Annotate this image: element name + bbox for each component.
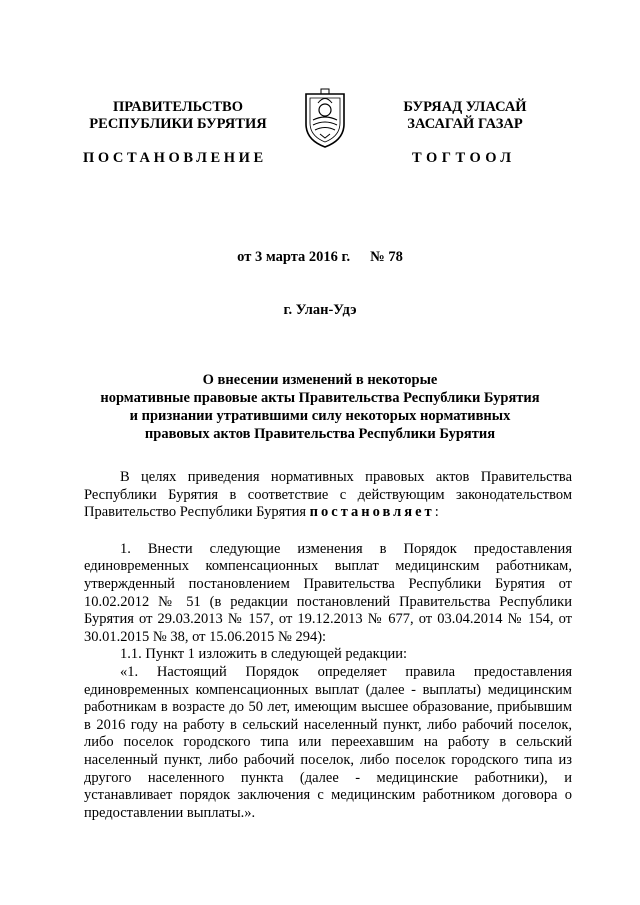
preamble-text: В целях приведения нормативных правовых актов Правительства Республики Бурятия в соответствие с действующим законодательством Правительство Республики Бурятия bbox=[84, 469, 572, 521]
document-body bbox=[84, 469, 572, 822]
title-line: и признании утратившими силу некоторых нормативных bbox=[129, 408, 511, 424]
header-line: ПРАВИТЕЛЬСТВО bbox=[113, 99, 243, 115]
item-1-1-paragraph: 1.1. Пункт 1 изложить в следующей редакции: bbox=[120, 646, 408, 663]
document-date: от 3 марта 2016 г. bbox=[237, 249, 351, 265]
decree-label-bur: ТОГТООЛ bbox=[412, 150, 516, 166]
quoted-paragraph: «1. Настоящий Порядок определяет правила предоставления единовременных компенсационных выплат (далее - выплаты) медицинским работникам в возрасте до 50 лет, имеющим высшее образование, прибывшим в 2016 году на работу в сельский населенный пункт, либо рабочий поселок, либо поселок городского типа или переехавшим на работу в сельский населенный пункт, либо рабочий поселок, либо поселок городского типа из другого населенного пункта (далее - медицинские работники), и устанавливает порядок заключения с медицинским работником договора о предоставлении выплаты.». bbox=[84, 663, 572, 821]
resolves-colon: : bbox=[434, 504, 439, 521]
preamble-paragraph bbox=[84, 469, 572, 522]
document-title bbox=[60, 371, 580, 443]
header-line: РЕСПУБЛИКИ БУРЯТИЯ bbox=[89, 116, 267, 132]
document-number: № 78 bbox=[370, 249, 403, 265]
title-line: правовых актов Правительства Республики Бурятия bbox=[144, 426, 496, 442]
date-number-line bbox=[0, 249, 640, 266]
government-header-ru bbox=[78, 99, 278, 133]
header-line: ЗАСАГАЙ ГАЗАР bbox=[407, 116, 523, 132]
title-line: О внесении изменений в некоторые bbox=[202, 372, 438, 388]
header-line: БУРЯАД УЛАСАЙ bbox=[403, 99, 527, 115]
item-1-paragraph: 1. Внести следующие изменения в Порядок предоставления единовременных компенсационных выплат медицинским работникам, утвержденный постановлением Правительства Республики Бурятия от 10.02.2012 № 51 (в редакции постановлений Правительства Республики Бурятия от 29.03.2013 № 157, от 19.12.2013 № 677, от 03.04.2014 № 154, от 30.01.2015 № 38, от 15.06.2015 № 294): bbox=[84, 540, 572, 645]
decree-label-ru: ПОСТАНОВЛЕНИЕ bbox=[83, 150, 267, 166]
resolves-word: постановляет bbox=[309, 504, 435, 521]
government-header-bur bbox=[380, 99, 550, 133]
document-city: г. Улан-Удэ bbox=[283, 302, 357, 318]
coat-of-arms-icon bbox=[300, 88, 350, 150]
title-line: нормативные правовые акты Правительства Республики Бурятия bbox=[100, 390, 540, 406]
